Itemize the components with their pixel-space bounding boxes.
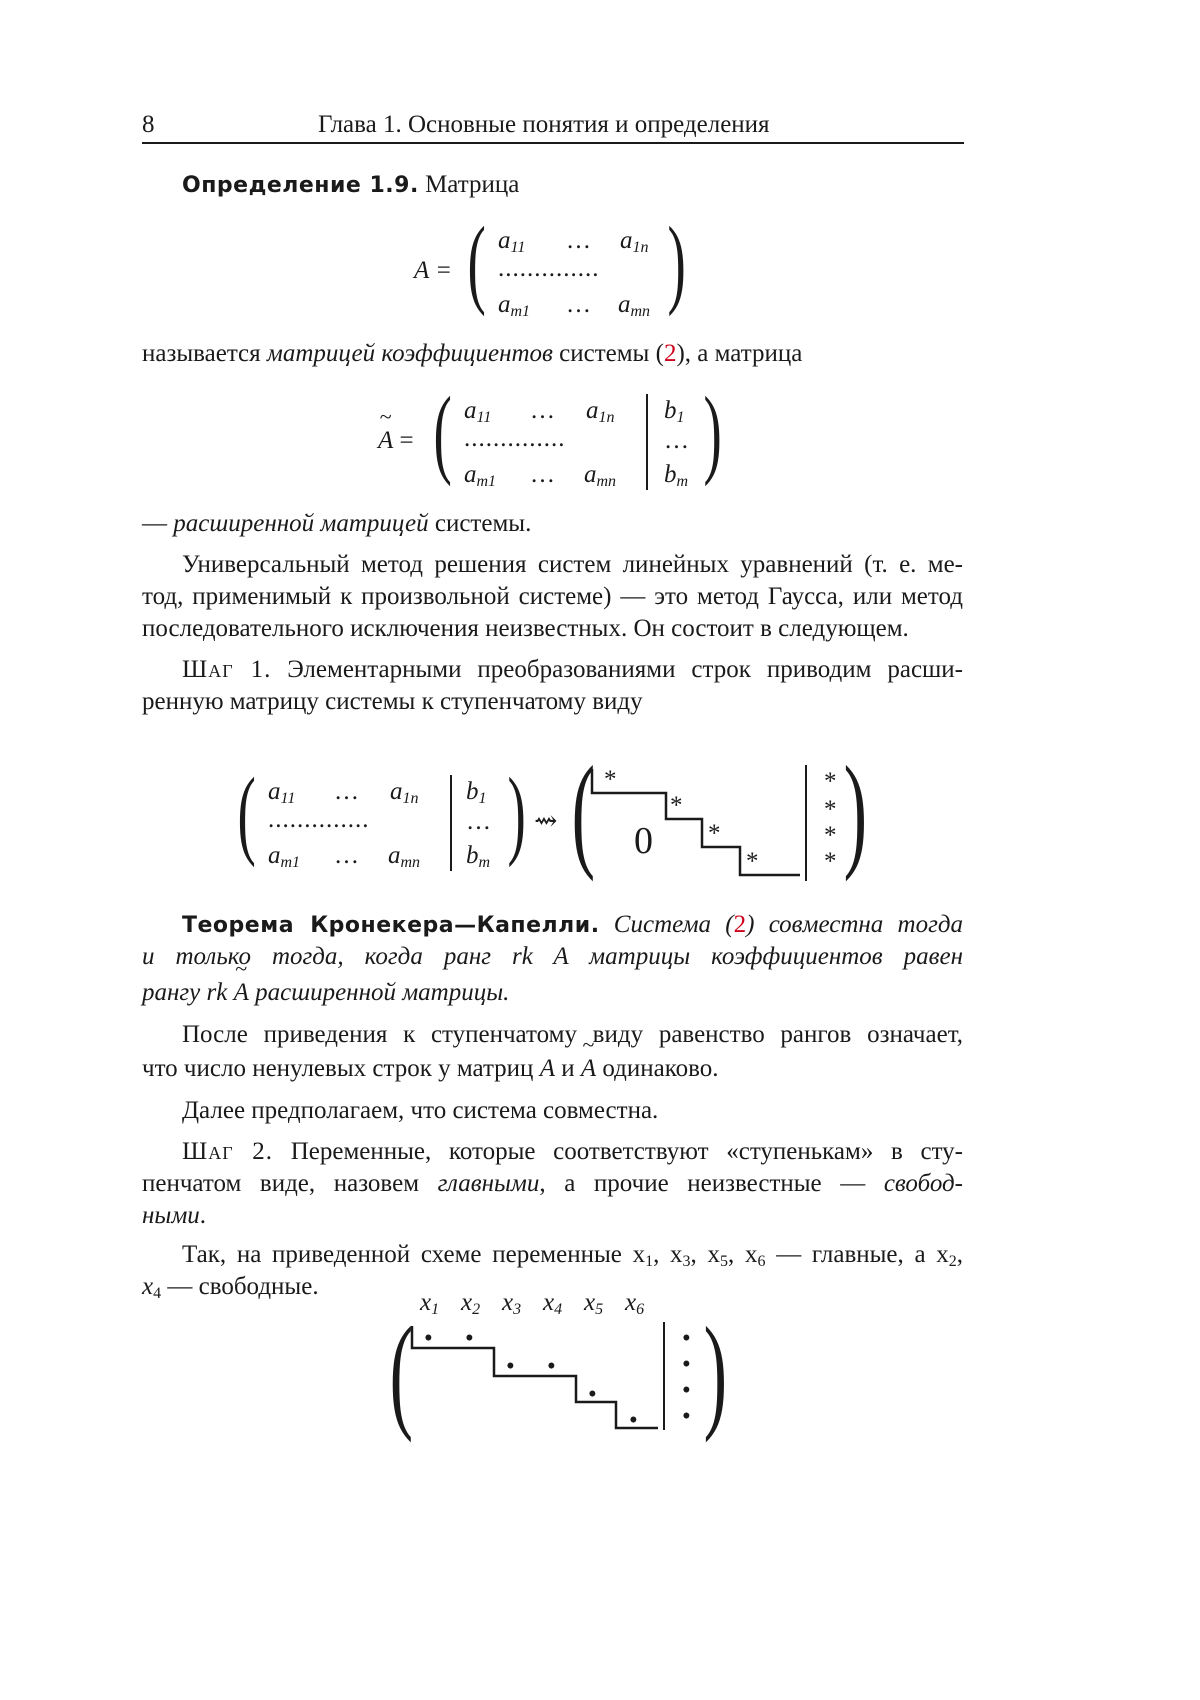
matrix-a [0,206,1100,330]
col-x3: $x_3$ [502,1289,522,1318]
dot-row: .............. [498,255,600,282]
left-paren: ( [467,206,486,317]
pivot-dot: • [506,1353,515,1380]
pivot-star: * [708,820,721,847]
left-paren: ( [389,1301,414,1443]
matrix-a-lhs: A = [414,257,452,284]
pivot-star: * [604,766,617,793]
entry-am1: $a_{m1}$ [464,461,497,490]
pivot-dot: • [629,1407,638,1434]
entry-a11: $a_{11}$ [498,227,526,256]
dots: … [566,291,591,318]
dots: … [530,461,555,488]
right-paren: ) [703,1301,728,1443]
rhs-star: * [824,768,837,795]
dots: … [566,227,591,254]
rhs-star: * [824,796,837,823]
after-line-2: что число ненулевых строк у матриц A и ~ A одинаково. [142,1052,719,1085]
zero-block: 0 [634,820,653,862]
right-paren: ) [703,376,722,487]
rhs-dot: • [682,1325,691,1352]
step1-line-1: Шаг 1. Элементарными преобразованиями строк приводим расши- [182,656,963,683]
extended-line: — расширенной матрицей системы. [142,510,532,537]
entry-a1n: $a_{1n}$ [390,778,419,807]
definition-label: Определение 1.9. [182,173,419,198]
col-x1: $x_1$ [420,1289,440,1318]
dots: … [466,808,491,835]
col-x5: $x_5$ [584,1289,604,1318]
step2-line-3: ными. [142,1202,207,1229]
entry-a1n: $a_{1n}$ [586,397,615,426]
augment-bar [450,775,452,871]
header-rule [142,142,964,144]
rhs-dot: • [682,1377,691,1404]
staircase-line [592,769,800,875]
entry-amn: $a_{mn}$ [618,291,651,320]
dots: … [664,427,689,454]
entry-b1: $b_1$ [664,397,685,426]
right-paren: ) [667,206,686,317]
rhs-star: * [824,848,837,875]
entry-a11: $a_{11}$ [464,397,492,426]
example-line-2: $x_4$ — свободные. [142,1273,319,1302]
variable-scheme [0,1286,1100,1446]
matrix-a-tilde [0,376,1100,500]
rhs-dot: • [682,1403,691,1430]
theorem-label: Теорема Кронекера—Капелли. [182,913,600,938]
right-paren: ) [843,740,868,882]
augment-bar [646,394,648,490]
left-paren: ( [571,740,596,882]
definition-line [182,168,519,202]
entry-am1: $a_{m1}$ [498,291,531,320]
theorem-line-1: Теорема Кронекера—Капелли. Система (2) совместна тогда [182,911,963,938]
transform-arrow: ⇝ [534,806,558,837]
left-paren: ( [237,757,256,868]
left-paren: ( [433,376,452,487]
echelon-transform [0,740,1100,885]
step2-line-1: Шаг 2. Переменные, которые соответствуют «ступенькам» в сту- [182,1138,963,1165]
step1-line-2: ренную матрицу системы к ступенчатому виду [142,688,643,715]
pivot-dot: • [547,1353,556,1380]
dot-row: .............. [268,806,370,833]
assume-line: Далее предполагаем, что система совместна. [182,1097,659,1124]
entry-amn: $a_{mn}$ [584,461,617,490]
page-number: 8 [142,111,155,138]
pivot-star: * [746,848,759,875]
running-header: Глава 1. Основные понятия и определения [318,111,770,138]
gauss-line-1: Универсальный метод решения систем линейных уравнений (т. е. ме- [182,551,963,578]
matrix-a-tilde-lhs: ~ A = [378,424,414,457]
gauss-line-2: тод, применимый к произвольной системе) — это метод Гаусса, или метод [142,583,963,610]
pivot-dot: • [588,1381,597,1408]
pivot-dot: • [424,1325,433,1352]
staircase-svg [586,765,816,887]
step2-line-2: пенчатом виде, назовем главными, а прочие неизвестные — свобод- [142,1170,963,1197]
theorem-line-3: рангу rk ~ A расширенной матрицы. [142,976,509,1009]
right-paren: ) [507,757,526,868]
col-x6: $x_6$ [625,1289,645,1318]
definition-text: Матрица [425,171,520,198]
gauss-line-3: последовательного исключения неизвестных. Он состоит в следующем. [142,615,909,642]
entry-bm: $b_m$ [664,461,689,490]
entry-b1: $b_1$ [466,778,487,807]
rhs-star: * [824,822,837,849]
equation-ref[interactable]: 2 [733,911,747,938]
pivot-dot: • [465,1325,474,1352]
dots: … [334,778,359,805]
col-x2: $x_2$ [461,1289,481,1318]
entry-a11: $a_{11}$ [268,778,296,807]
pivot-star: * [670,792,683,819]
called-line: называется матрицей коэффициентов системы (2), а матрица [142,340,803,367]
col-x4: $x_4$ [543,1289,563,1318]
entry-amn: $a_{mn}$ [388,842,421,871]
equation-ref[interactable]: 2 [663,340,677,367]
dot-row: .............. [464,425,566,452]
example-line-1: Так, на приведенной схеме переменные $x_1$, $x_3$, $x_5$, $x_6$ — главные, а $x_2$, [182,1241,964,1270]
entry-am1: $a_{m1}$ [268,842,301,871]
entry-a1n: $a_{1n}$ [620,227,649,256]
rhs-dot: • [682,1351,691,1378]
scheme-staircase-line [412,1326,658,1428]
dots: … [334,842,359,869]
entry-bm: $b_m$ [466,842,491,871]
dots: … [530,397,555,424]
theorem-line-2: и только тогда, когда ранг rk A матрицы коэффициентов равен [142,943,963,970]
after-line-1: После приведения к ступенчатому виду равенство рангов означает, [182,1021,963,1048]
